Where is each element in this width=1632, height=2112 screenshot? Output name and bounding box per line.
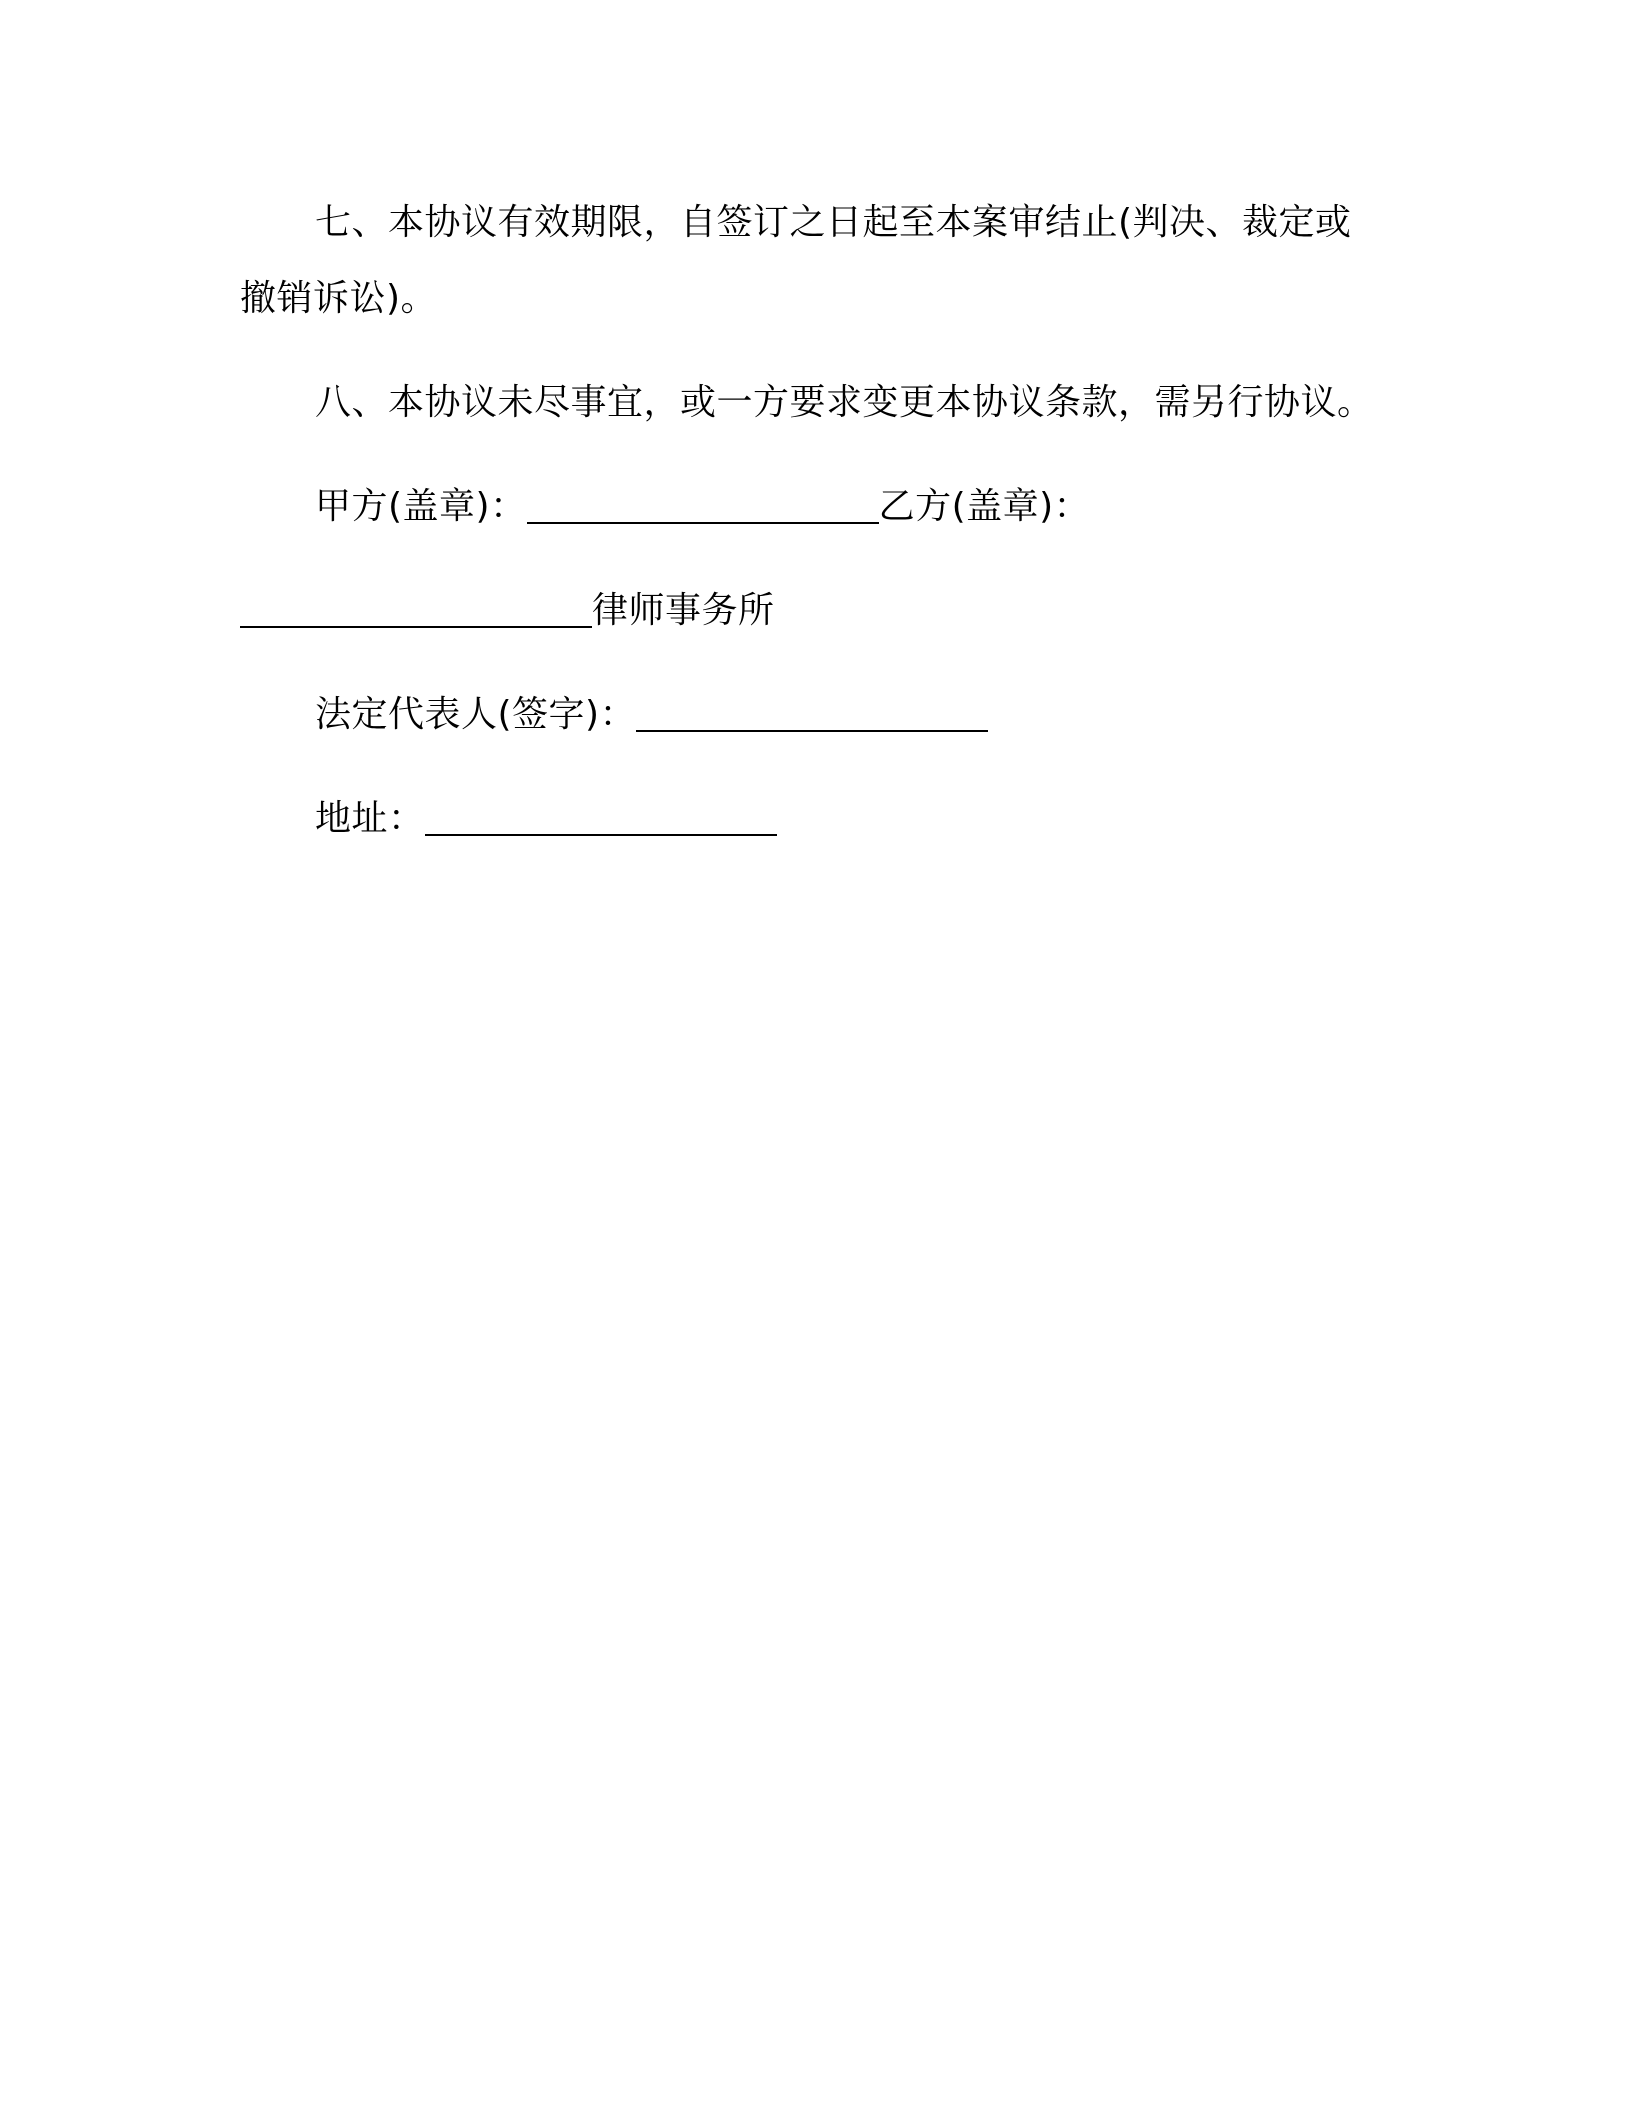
party-a-label: 甲方(盖章)： [315,486,527,527]
law-firm-suffix: 律师事务所 [592,590,775,631]
party-b-label: 乙方(盖章)： [878,486,1091,527]
legal-rep-blank[interactable] [636,694,988,732]
law-firm-line [240,573,1380,649]
clause-8: 八、本协议未尽事宜，或一方要求变更本协议条款，需另行协议。 [315,382,1374,423]
party-signature-line [240,469,1380,545]
legal-rep-label: 法定代表人(签字)： [315,694,637,735]
document-body [240,185,1380,885]
clause-7: 七、本协议有效期限，自签订之日起至本案审结止(判决、裁定或撤销诉讼)。 [240,202,1352,319]
law-firm-name-blank[interactable] [240,590,592,628]
address-label: 地址： [315,798,425,839]
address-line [240,781,1380,857]
legal-rep-line [240,677,1380,753]
party-a-blank[interactable] [527,486,879,524]
address-blank[interactable] [425,798,777,836]
